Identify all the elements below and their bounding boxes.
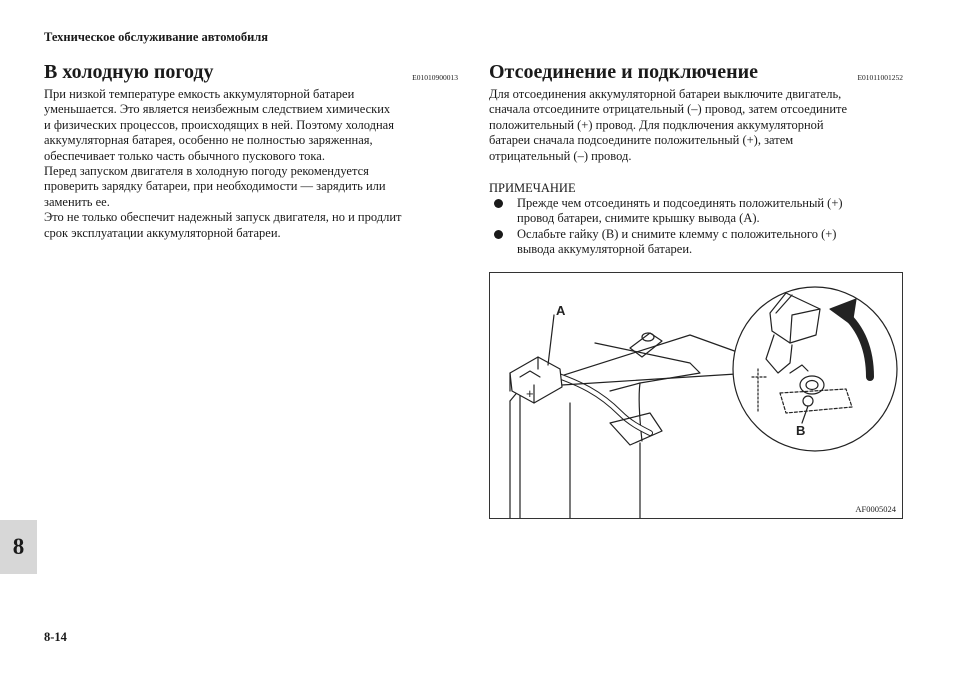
note-text: Прежде чем отсоединять и подсоединять положительный (+) (517, 196, 843, 211)
text-line: Перед запуском двигателя в холодную погоду рекомендуется (44, 164, 369, 179)
bullet-icon (494, 199, 503, 208)
cable-clamp (610, 413, 662, 445)
text-line: срок эксплуатации аккумуляторной батареи. (44, 225, 281, 240)
body-paragraph (44, 87, 458, 241)
section-disconnect-connect (489, 60, 903, 258)
bullet-icon (494, 230, 503, 239)
body-paragraph (489, 87, 903, 164)
text-line: сначала отсоедините отрицательный (–) провод, затем отсоедините (489, 102, 848, 117)
note-text: Ослабьте гайку (B) и снимите клемму с положительного (+) (517, 226, 837, 241)
battery-illustration (490, 273, 902, 518)
note-item (489, 227, 903, 258)
battery-terminal-figure (489, 272, 903, 519)
text-line: проверить зарядку батареи, при необходимости — зарядить или (44, 179, 386, 194)
text-line: и физических процессов, происходящих в ней. Поэтому холодная (44, 117, 394, 132)
text-line: аккумуляторная батарея, особенно не полностью заряженная, (44, 133, 373, 148)
plus-mark: + (526, 386, 534, 401)
text-line: батареи сначала подсоедините положительный (+), затем (489, 133, 794, 148)
section-cold-weather (44, 60, 458, 241)
section-code: E01010900013 (412, 73, 458, 82)
note-text: вывода аккумуляторной батареи. (517, 242, 693, 257)
section-heading (44, 60, 458, 84)
figure-code: AF0005024 (855, 504, 896, 514)
text-line: уменьшается. Это является неизбежным следствием химических (44, 102, 391, 117)
text-line: обеспечивает только часть обычного пускового тока. (44, 148, 325, 163)
section-heading (489, 60, 903, 84)
zoom-connector (562, 373, 752, 385)
note-text: провод батареи, снимите крышку вывода (A). (517, 211, 760, 226)
note-label: ПРИМЕЧАНИЕ (489, 181, 576, 196)
text-line: отрицательный (–) провод. (489, 148, 632, 163)
label-b: B (796, 423, 806, 438)
text-line: Это не только обеспечит надежный запуск двигателя, но и продлит (44, 210, 402, 225)
page-number: 8-14 (44, 630, 67, 644)
section-title: В холодную погоду (44, 61, 214, 83)
label-a: A (556, 303, 566, 318)
text-line: Для отсоединения аккумуляторной батареи выключите двигатель, (489, 87, 842, 101)
leader-line-a (548, 315, 554, 365)
section-code: E01011001252 (857, 73, 903, 82)
chapter-tab: 8 (0, 520, 37, 574)
section-title: Отсоединение и подключение (489, 61, 759, 83)
text-line: заменить ее. (44, 194, 110, 209)
note-item (489, 196, 903, 227)
text-line: При низкой температуре емкость аккумуляторной батареи (44, 87, 355, 101)
battery-groove (639, 383, 642, 441)
terminal-cover-a (510, 357, 562, 403)
text-line: положительный (+) провод. Для подключения аккумуляторной (489, 117, 824, 132)
running-header: Техническое обслуживание автомобиля (44, 30, 269, 44)
battery-cable-top (595, 343, 700, 391)
